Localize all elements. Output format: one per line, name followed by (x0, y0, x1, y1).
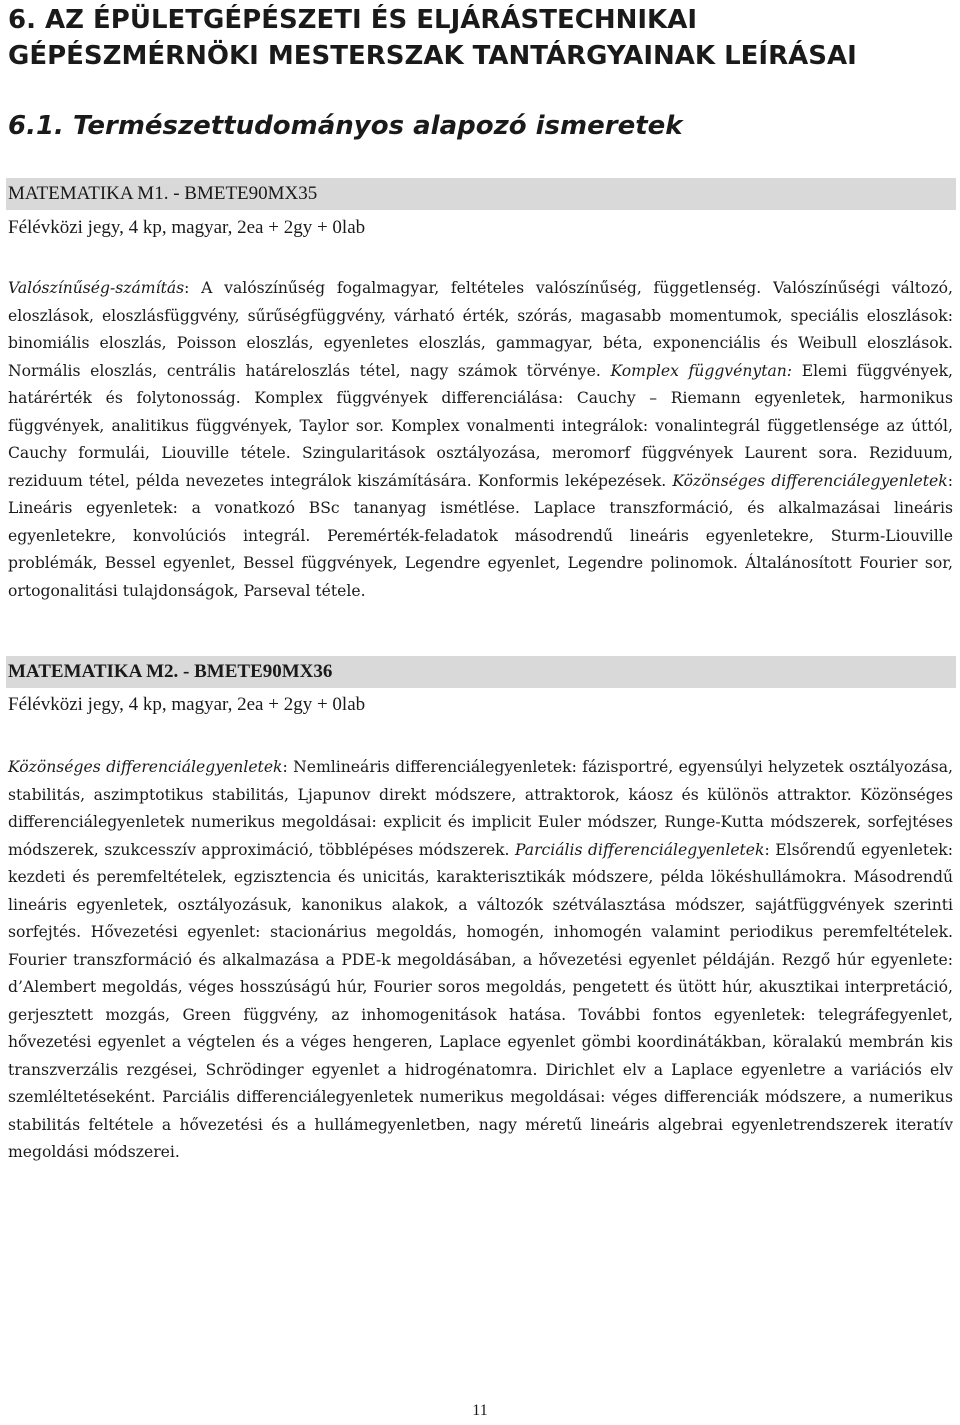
desc-m2-seg-3: : Elsőrendű egyenletek: kezdeti és peremfeltételek, egzisztencia és unicitás, karakterisztikák módszere, példa lökéshullámokra. Másodrendű lineáris egyenletek, osztályozásuk, kanonikus alakok, a változók szétválasztása módszer, sajátfüggvények szerinti sorfejtés. Hővezetési egyenlet: stacionárius megoldás, homogén, inhomogén valamint periodikus peremfeltételek. Fourier transzformáció és alkalmazása a PDE-k megoldásában, a hővezetési egyenlet példáján. Rezgő húr egyenlete: d’Alembert megoldás, véges hosszúságú húr, Fourier soros megoldás, pengetett és ütött húr, akusztikai interpretáció, gerjesztett mozgás, Green függvény, az inhomogenitások hatása. További fontos egyenletek: telegráfegyenlet, hővezetési egyenlet a végtelen és a véges hengeren, Laplace egyenlet gömbi koordinátákban, köralakú membrán kis transzverzális rezgései, Schrödinger egyenlet a hidrogénatomra. Dirichlet elv a Laplace egyenletre a variációs elv szemléltetéseként. Parciális differenciálegyenletek numerikus megoldásai: véges differenciák módszere, a numerikus stabilitás feltétele a hővezetési és a hullámegyenletben, nagy méretű lineáris algebrai egyenletrendszerek iteratív megoldási módszerei. (8, 840, 954, 1161)
section-title: 6.1. Természettudományos alapozó ismeretek (8, 111, 683, 141)
desc-m1-seg-1: : A valószínűség fogalmagyar, feltételes valószínűség, függetlenség. Valószínűségi változó, eloszlások, eloszlásfüggvény, sűrűségfüggvény, várható érték, szórás, magasabb momentumok, speciális eloszlások: binomiális eloszlás, Poisson eloszlás, egyenletes eloszlás, gammagyar, béta, exponenciális és Weibull eloszlások. Normális eloszlás, centrális határeloszlás tétel, nagy számok törvénye. (8, 279, 953, 380)
desc-m2-seg-2: Parciális differenciálegyenletek (515, 840, 765, 859)
course-meta-m2: Félévközi jegy, 4 kp, magyar, 2ea + 2gy + 0lab (8, 694, 366, 715)
desc-m1-seg-2: Komplex függvénytan: (610, 361, 793, 380)
page-number: 11 (472, 1402, 488, 1419)
chapter-title-line-2: GÉPÉSZMÉRNÖKI MESTERSZAK TANTÁRGYAINAK LEÍRÁSAI (8, 41, 857, 71)
course-heading-m2: MATEMATIKA M2. - BMETE90MX36 (6, 656, 956, 688)
desc-m1-seg-4: Közönséges differenciálegyenletek (672, 471, 948, 490)
course-heading-m1: MATEMATIKA M1. - BMETE90MX35 (6, 178, 956, 210)
course-description-m2 (8, 754, 953, 1167)
course-meta-m1: Félévközi jegy, 4 kp, magyar, 2ea + 2gy + 0lab (8, 217, 366, 238)
chapter-title (8, 2, 948, 74)
desc-m1-seg-0: Valószínűség-számítás (8, 279, 185, 297)
desc-m1-seg-3: Elemi függvények, határérték és folytonosság. Komplex függvények differenciálása: Cauchy – Riemann egyenletek, harmonikus függvények, analitikus függvények, Taylor sor. Komplex vonalmenti integrálok: vonalintegrál függetlensége az úttól, Cauchy formulái, Liouville tétele. Szingularitások osztályozása, meromorf függvények Laurent sora. Reziduum, reziduum tétel, példa nevezetes integrálok kiszámítására. Konformis leképezések. (8, 361, 953, 490)
chapter-title-line-1: 6. AZ ÉPÜLETGÉPÉSZETI ÉS ELJÁRÁSTECHNIKAI (8, 5, 697, 35)
desc-m1-seg-5: : Lineáris egyenletek: a vonatkozó BSc tananyag ismétlése. Laplace transzformáció, és alkalmazásai lineáris egyenletekre, konvolúciós integrál. Peremérték-feladatok másodrendű lineáris egyenletekre, Sturm-Liouville problémák, Bessel egyenlet, Bessel függvények, Legendre egyenlet, Legendre polinomok. Általánosított Fourier sor, ortogonalitási tulajdonságok, Parseval tétele. (8, 471, 953, 600)
desc-m2-seg-1: : Nemlineáris differenciálegyenletek: fázisportré, egyensúlyi helyzetek osztályozása, stabilitás, aszimptotikus stabilitás, Ljapunov direkt módszere, attraktorok, káosz és különös attraktor. Közönséges differenciálegyenletek numerikus megoldásai: explicit és implicit Euler módszer, Runge-Kutta módszerek, sorfejtéses módszerek, szukcesszív approximáció, többlépéses módszerek. (8, 758, 953, 859)
course-description-m1 (8, 275, 953, 605)
desc-m2-seg-0: Közönséges differenciálegyenletek (8, 758, 283, 776)
